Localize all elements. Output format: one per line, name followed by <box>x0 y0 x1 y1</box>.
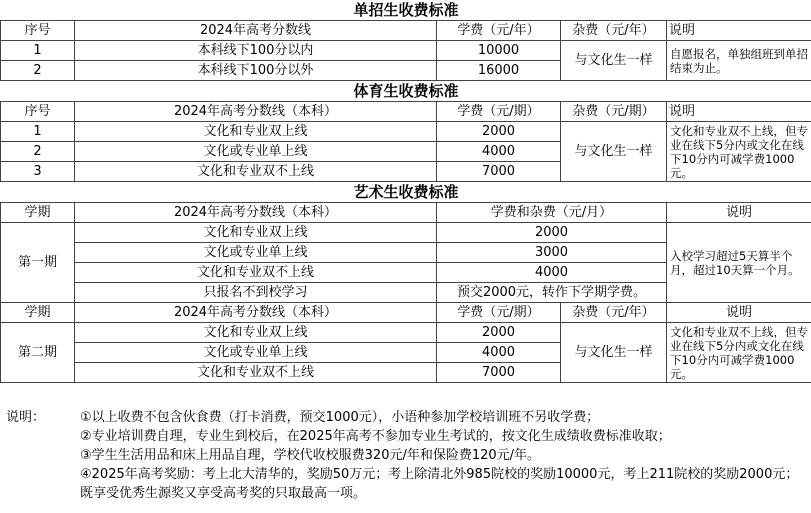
cell-line: 本科线下100分以外 <box>75 61 437 81</box>
cell-no: 2 <box>1 142 75 162</box>
cell-line: 文化和专业双上线 <box>75 223 437 243</box>
cell-fee: 10000 <box>437 41 561 61</box>
cell-line: 文化和专业双不上线 <box>75 363 437 383</box>
t1-header: 学费（元/年） <box>437 21 561 41</box>
t3p2-header-row <box>1 303 811 323</box>
note-item: ②专业培训费自理，专业生到校后，在2025年高考不参加专业生考试的，按文化生成绩收费标准收取； <box>80 429 671 444</box>
t3p2-header: 说明 <box>667 303 811 323</box>
note-line <box>0 408 811 427</box>
t1-header: 2024年高考分数线 <box>75 21 437 41</box>
cell-fee: 4000 <box>437 142 561 162</box>
t3p2-header: 杂费（元/年） <box>561 303 667 323</box>
cell-term: 第二期 <box>1 323 75 383</box>
t2-header-row <box>1 102 811 122</box>
t3p2-header: 2024年高考分数线（本科） <box>75 303 437 323</box>
t3-title: 艺术生收费标准 <box>353 183 459 201</box>
cell-fee: 7000 <box>437 363 561 383</box>
cell-note: 自愿报名，单独组班到单招结束为止。 <box>667 41 811 81</box>
t3p1-header: 说明 <box>667 203 811 223</box>
cell-fee: 2000 <box>437 122 561 142</box>
cell-line: 只报名不到校学习 <box>75 283 437 303</box>
cell-line: 本科线下100分以内 <box>75 41 437 61</box>
cell-line: 文化或专业单上线 <box>75 142 437 162</box>
table-row <box>1 323 811 343</box>
cell-fee: 7000 <box>437 162 561 182</box>
cell-note: 文化和专业双不上线，但专业在线下5分内或文化在线下10分内可减学费1000元。 <box>667 323 811 383</box>
note-item: ①以上收费不包含伙食费（打卡消费，预交1000元），小语种参加学校培训班不另收学费； <box>80 410 600 425</box>
cell-no: 2 <box>1 61 75 81</box>
t1-title: 单招生收费标准 <box>353 1 459 19</box>
note-item: ③学生生活用品和床上用品自理，学校代收校服费320元/年和保险费120元/年。 <box>80 448 541 463</box>
cell-note: 入校学习超过5天算半个月，超过10天算一个月。 <box>667 223 811 303</box>
cell-fee: 16000 <box>437 61 561 81</box>
cell-fee: 3000 <box>437 243 667 263</box>
cell-line: 文化和专业双上线 <box>75 323 437 343</box>
t3p1-header-row <box>1 203 811 223</box>
note-item: ④2025年高考奖励：考上北大清华的，奖励50万元；考上除清北外985院校的奖励10000元，考上211院校的奖励2000元；既享受优秀生源奖又享受高考奖的只取最高一项。 <box>80 467 799 501</box>
cell-misc: 与文化生一样 <box>561 41 667 81</box>
t3p1-header: 学期 <box>1 203 75 223</box>
note-line <box>0 446 811 465</box>
cell-misc: 与文化生一样 <box>561 122 667 182</box>
cell-no: 1 <box>1 41 75 61</box>
note-line <box>0 427 811 446</box>
note-line <box>0 465 811 503</box>
t3p1-header: 2024年高考分数线（本科） <box>75 203 437 223</box>
notes-label: 说明： <box>6 410 46 425</box>
t1-header: 序号 <box>1 21 75 41</box>
cell-no: 3 <box>1 162 75 182</box>
t2-header: 杂费（元/期） <box>561 102 667 122</box>
cell-fee: 2000 <box>437 223 667 243</box>
notes-section <box>0 408 811 503</box>
t1-header: 杂费（元/年） <box>561 21 667 41</box>
table-row <box>1 223 811 243</box>
cell-misc: 与文化生一样 <box>561 323 667 383</box>
cell-fee: 4000 <box>437 263 667 283</box>
t3p2-header: 学期 <box>1 303 75 323</box>
cell-line: 文化或专业单上线 <box>75 343 437 363</box>
t3p1-header: 学费和杂费（元/月） <box>437 203 667 223</box>
cell-fee: 预交2000元，转作下学期学费。 <box>437 283 667 303</box>
t2-header: 说明 <box>667 102 811 122</box>
cell-line: 文化和专业双不上线 <box>75 162 437 182</box>
cell-fee: 4000 <box>437 343 561 363</box>
cell-no: 1 <box>1 122 75 142</box>
cell-note: 文化和专业双不上线，但专业在线下5分内或文化在线下10分内可减学费1000元。 <box>667 122 811 182</box>
cell-line: 文化和专业双上线 <box>75 122 437 142</box>
cell-line: 文化或专业单上线 <box>75 243 437 263</box>
cell-term: 第一期 <box>1 223 75 303</box>
t2-header: 学费（元/期） <box>437 102 561 122</box>
table-row <box>1 41 811 61</box>
t2-title: 体育生收费标准 <box>353 82 459 100</box>
t3p2-header: 学费（元/期） <box>437 303 561 323</box>
table-row <box>1 122 811 142</box>
cell-line: 文化和专业双不上线 <box>75 263 437 283</box>
t1-header: 说明 <box>667 21 811 41</box>
t2-header: 序号 <box>1 102 75 122</box>
t2-header: 2024年高考分数线（本科） <box>75 102 437 122</box>
cell-fee: 2000 <box>437 323 561 343</box>
t1-header-row <box>1 21 811 41</box>
